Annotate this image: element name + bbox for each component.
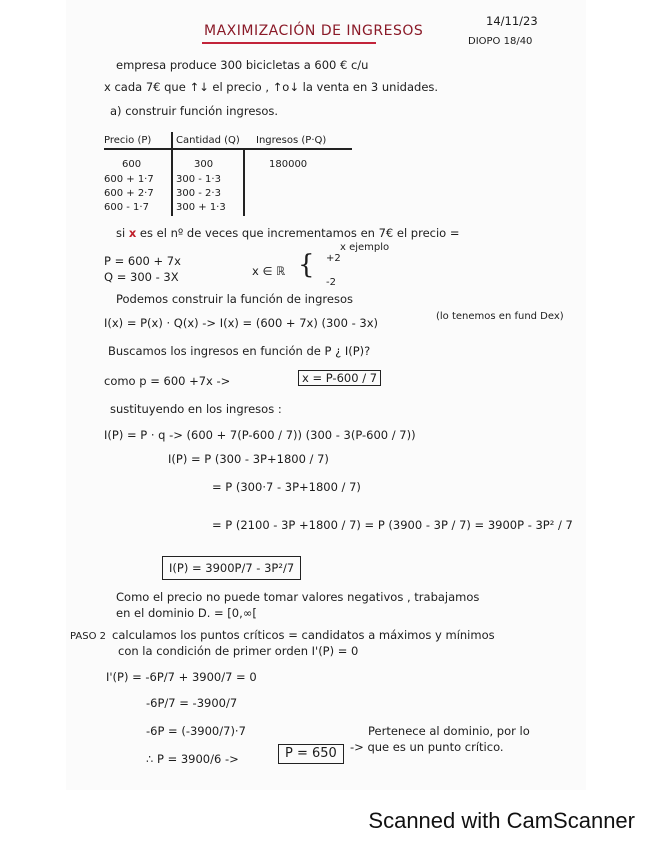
- ip-step-2: I(P) = P (300 - 3P+1800 / 7): [168, 452, 329, 466]
- brace-icon: {: [298, 250, 315, 280]
- title-underline: [202, 42, 376, 44]
- ip-step-3: = P (300·7 - 3P+1800 / 7): [212, 480, 361, 494]
- x-in-reals: x ∈ ℝ: [252, 264, 286, 278]
- critical-point-box: P = 650: [278, 744, 344, 764]
- table-header-line: [104, 148, 352, 150]
- table-cell: 300 + 1·3: [176, 202, 226, 213]
- como-line: como p = 600 +7x ->: [104, 374, 231, 388]
- example-plus-2: +2: [326, 253, 341, 264]
- example-label: x ejemplo: [340, 242, 390, 253]
- q-equation: Q = 300 - 3X: [104, 270, 179, 284]
- domain-line-2: en el dominio D. = [0,∞[: [116, 606, 257, 620]
- table-header-quantity: Cantidad (Q): [176, 135, 240, 146]
- derivative-step-4: ∴ P = 3900/6 ->: [146, 752, 239, 766]
- domain-line-1: Como el precio no puede tomar valores negativos , trabajamos: [116, 590, 480, 604]
- note-fund: (lo tenemos en fund Dex): [436, 311, 564, 322]
- paso-2-line-2: con la condición de primer orden I'(P) = 0: [118, 644, 359, 658]
- part-a-heading: a) construir función ingresos.: [110, 104, 279, 118]
- date: 14/11/23: [486, 14, 538, 28]
- table-divider-2: [243, 148, 245, 216]
- table-cell: 600: [122, 159, 142, 170]
- table-header-income: Ingresos (P·Q): [256, 135, 327, 146]
- table-header-price: Precio (P): [104, 135, 152, 146]
- table-cell: 600 + 2·7: [104, 188, 154, 199]
- example-minus-2: -2: [326, 277, 336, 288]
- income-function-x: I(x) = P(x) · Q(x) -> I(x) = (600 + 7x) (300 - 3x): [104, 316, 378, 330]
- table-cell: 300 - 1·3: [176, 174, 221, 185]
- income-function-p-box: I(P) = 3900P/7 - 3P²/7: [162, 556, 301, 580]
- buscamos-line: Buscamos los ingresos en función de P ¿ I(P)?: [108, 344, 371, 358]
- text-definition: es el nº de veces que incrementamos en 7€ el precio =: [139, 226, 460, 240]
- definition-line: [116, 226, 460, 240]
- table-cell: 300 - 2·3: [176, 188, 221, 199]
- intro-line-2: x cada 7€ que ↑↓ el precio , ↑o↓ la venta en 3 unidades.: [104, 80, 439, 94]
- table-cell: 600 + 1·7: [104, 174, 154, 185]
- pertenece-line-1: Pertenece al dominio, por lo: [368, 724, 530, 738]
- derivative-step-2: -6P/7 = -3900/7: [146, 696, 238, 710]
- podemos-line: Podemos construir la función de ingresos: [116, 292, 353, 306]
- table-cell: 180000: [269, 159, 308, 170]
- derivative-step-1: I'(P) = -6P/7 + 3900/7 = 0: [106, 670, 257, 684]
- derivative-step-3: -6P = (-3900/7)·7: [146, 724, 246, 738]
- camscanner-footer: [0, 808, 655, 834]
- pertenece-line-2: -> que es un punto crítico.: [350, 740, 504, 754]
- variable-x-red: x: [128, 226, 137, 240]
- table-cell: 300: [194, 159, 214, 170]
- table-divider-1: [171, 132, 173, 216]
- page-title: MAXIMIZACIÓN DE INGRESOS: [204, 23, 424, 39]
- x-in-terms-of-p-box: x = P-600 / 7: [298, 370, 381, 386]
- ip-step-1: I(P) = P · q -> (600 + 7(P-600 / 7)) (300 - 3(P-600 / 7)): [104, 428, 416, 442]
- table-cell: 600 - 1·7: [104, 202, 149, 213]
- paso-2-line-1: calculamos los puntos críticos = candidatos a máximos y mínimos: [112, 628, 495, 642]
- price-quantity-table: [104, 132, 352, 220]
- p-equation: P = 600 + 7x: [104, 254, 181, 268]
- group-label: DIOPO 18/40: [468, 36, 533, 47]
- text-si: si: [116, 226, 126, 240]
- paso-2-label: PASO 2: [70, 631, 106, 642]
- intro-line-1: empresa produce 300 bicicletas a 600 € c/u: [116, 58, 369, 72]
- sustituyendo-line: sustituyendo en los ingresos :: [110, 402, 282, 416]
- footer-text: Scanned with CamScanner: [368, 808, 635, 833]
- ip-step-4: = P (2100 - 3P +1800 / 7) = P (3900 - 3P / 7) = 3900P - 3P² / 7: [212, 518, 573, 532]
